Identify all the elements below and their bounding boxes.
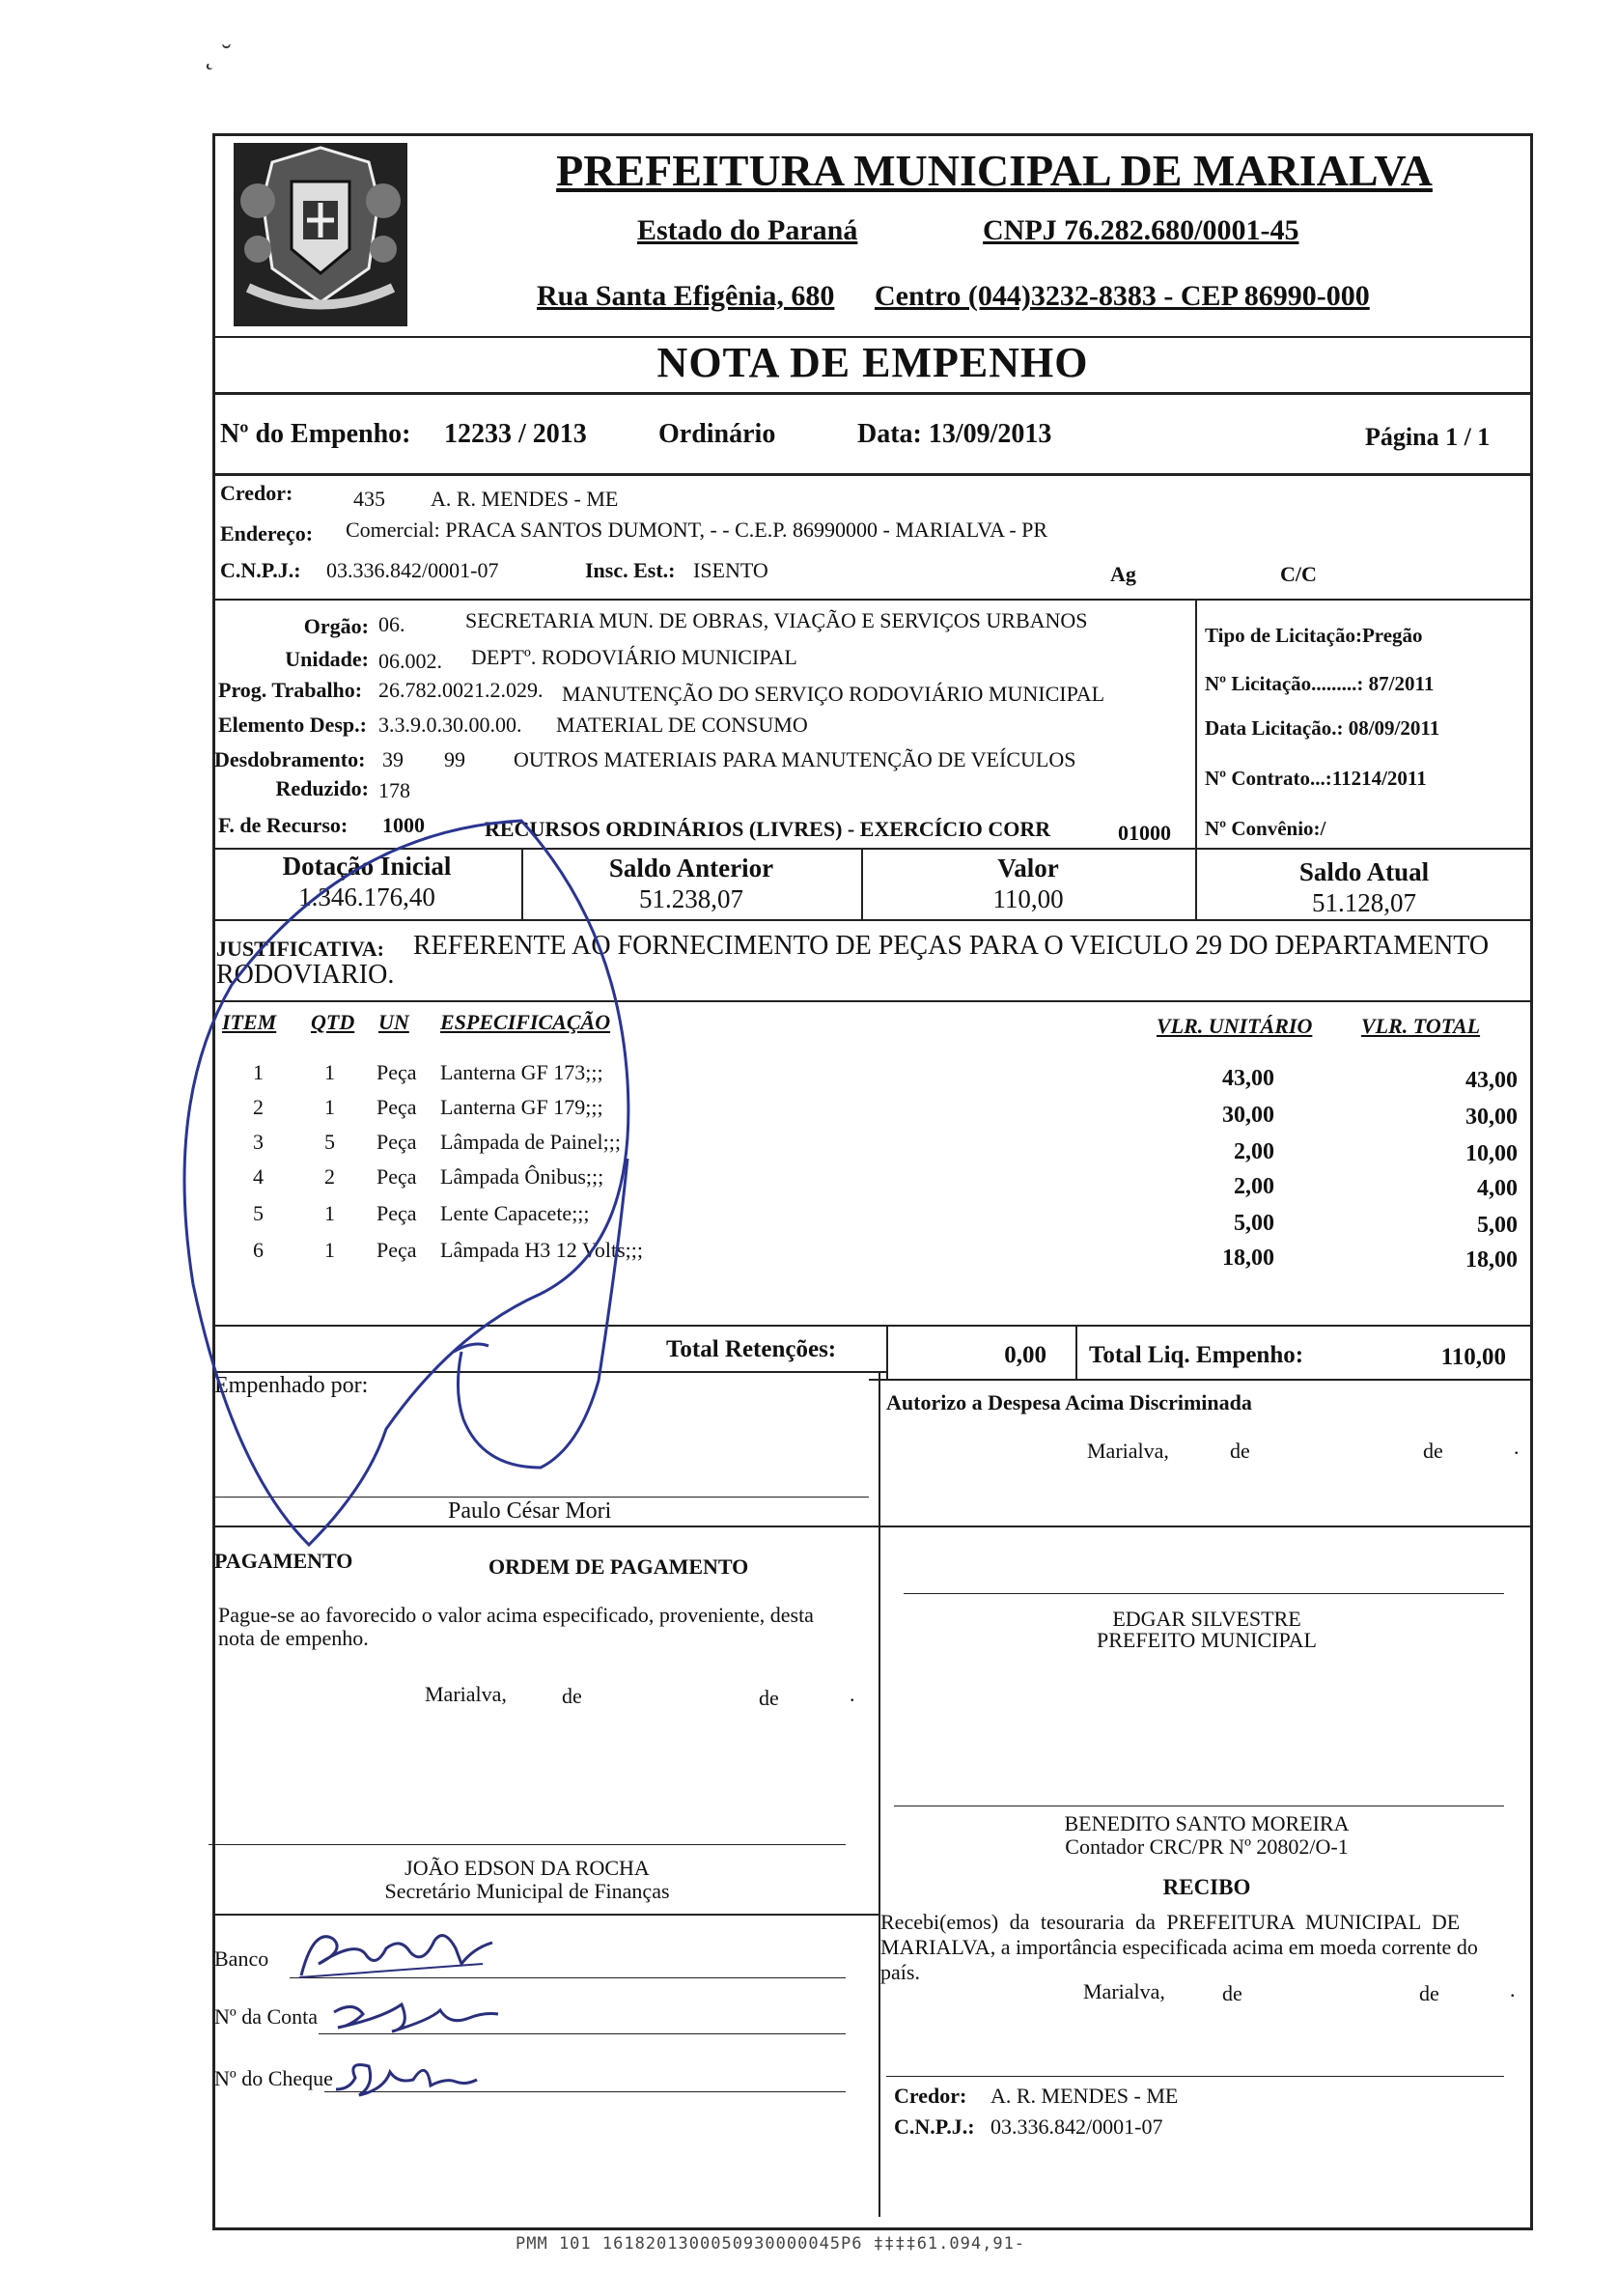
cell-unit: 18,00 bbox=[1222, 1246, 1274, 1271]
saldo-atual-label: Saldo Atual bbox=[1298, 857, 1430, 886]
cell-total: 5,00 bbox=[1477, 1213, 1518, 1238]
cell-unit: 2,00 bbox=[1234, 1174, 1274, 1199]
desd-label: Desdobramento: bbox=[214, 747, 366, 771]
signature-line bbox=[886, 2076, 1504, 2077]
autorizo-dot: . bbox=[1514, 1435, 1520, 1459]
prefeito-role: PREFEITO MUNICIPAL bbox=[1097, 1628, 1317, 1652]
divider bbox=[212, 919, 1533, 921]
empenhado-name: Paulo César Mori bbox=[448, 1498, 612, 1524]
recibo-de1: de bbox=[1222, 1981, 1242, 2005]
divider bbox=[886, 1325, 888, 1379]
col-item: ITEM bbox=[222, 1010, 277, 1034]
saldo-atual-value: 51.128,07 bbox=[1312, 888, 1416, 917]
liquido-value: 110,00 bbox=[1440, 1344, 1506, 1370]
credor-name: A. R. MENDES - ME bbox=[431, 487, 619, 511]
unidade-label: Unidade: bbox=[285, 647, 369, 671]
cell-unit: 2,00 bbox=[1234, 1139, 1274, 1164]
signature-line bbox=[209, 1844, 846, 1845]
secretario-role: Secretário Municipal de Finanças bbox=[384, 1879, 670, 1903]
endereco-label: Endereço: bbox=[220, 521, 314, 546]
cell-qtd: 1 bbox=[324, 1060, 335, 1084]
elem-label: Elemento Desp.: bbox=[218, 713, 367, 737]
pagamento-de2: de bbox=[759, 1686, 779, 1710]
municipal-crest-icon bbox=[234, 143, 407, 326]
cell-total: 10,00 bbox=[1465, 1141, 1518, 1166]
state-name: Estado do Paraná bbox=[637, 214, 858, 246]
valor-label: Valor bbox=[997, 854, 1059, 882]
pagamento-dot: . bbox=[850, 1682, 855, 1706]
orgao-label: Orgão: bbox=[303, 614, 369, 638]
cell-espec: Lâmpada Ônibus;;; bbox=[440, 1164, 604, 1189]
retencoes-value: 0,00 bbox=[1004, 1342, 1046, 1368]
cell-un: Peça bbox=[377, 1238, 417, 1262]
cc-label: C/C bbox=[1280, 562, 1317, 586]
cell-un: Peça bbox=[377, 1201, 417, 1225]
licitacao-contrato: Nº Contrato...:11214/2011 bbox=[1205, 767, 1427, 790]
insc-label: Insc. Est.: bbox=[585, 558, 676, 582]
recibo-text1: Recebi(emos) da tesouraria da PREFEITURA MUNICIPAL DE bbox=[880, 1910, 1461, 1934]
orgao-code: 06. bbox=[378, 612, 405, 636]
fonte-label: F. de Recurso: bbox=[218, 813, 349, 837]
prefeitura-address-rest: Centro (044)3232-8383 - CEP 86990-000 bbox=[875, 280, 1370, 312]
autorizo-de1: de bbox=[1230, 1439, 1250, 1463]
prog-code: 26.782.0021.2.029. bbox=[378, 678, 544, 702]
reduzido-label: Reduzido: bbox=[275, 776, 369, 800]
fonte-number: 01000 bbox=[1118, 821, 1171, 845]
cell-item: 2 bbox=[253, 1095, 264, 1119]
cell-espec: Lanterna GF 173;;; bbox=[440, 1060, 603, 1084]
empenho-number-label: Nº do Empenho: bbox=[220, 419, 411, 449]
pagamento-text2: nota de empenho. bbox=[218, 1626, 369, 1650]
cell-espec: Lanterna GF 179;;; bbox=[440, 1095, 603, 1119]
dotacao-value: 1.346.176,40 bbox=[298, 882, 435, 911]
cnpj-value: 03.336.842/0001-07 bbox=[326, 558, 499, 582]
recibo-de2: de bbox=[1419, 1981, 1439, 2005]
signature-line bbox=[212, 1497, 869, 1498]
cell-qtd: 1 bbox=[324, 1095, 335, 1119]
autorizo-label: Autorizo a Despesa Acima Discriminada bbox=[886, 1390, 1252, 1414]
col-un: UN bbox=[378, 1010, 409, 1034]
cell-item: 4 bbox=[253, 1164, 264, 1189]
credor-label: Credor: bbox=[220, 481, 293, 505]
dotacao-label: Dotação Inicial bbox=[282, 852, 452, 881]
insc-value: ISENTO bbox=[693, 558, 768, 582]
licitacao-convenio: Nº Convênio:/ bbox=[1205, 817, 1326, 840]
licitacao-tipo: Tipo de Licitação:Pregão bbox=[1205, 624, 1423, 647]
cheque-label: Nº do Cheque bbox=[214, 2066, 333, 2090]
autorizo-de2: de bbox=[1423, 1439, 1443, 1463]
endereco-value: Comercial: PRACA SANTOS DUMONT, - - C.E.P. 86990000 - MARIALVA - PR bbox=[346, 518, 1048, 542]
elem-code: 3.3.9.0.30.00.00. bbox=[378, 713, 522, 737]
cell-item: 5 bbox=[253, 1201, 264, 1225]
licitacao-numero: Nº Licitação.........: 87/2011 bbox=[1205, 672, 1435, 695]
fonte-code: 1000 bbox=[382, 813, 425, 837]
justificativa-line2: RODOVIARIO. bbox=[216, 960, 395, 990]
cnpj-label: C.N.P.J.: bbox=[220, 558, 301, 582]
cell-unit: 43,00 bbox=[1222, 1066, 1274, 1091]
footer-cnpj-value: 03.336.842/0001-07 bbox=[990, 2114, 1163, 2139]
recibo-dot: . bbox=[1510, 1977, 1516, 2002]
cell-item: 3 bbox=[253, 1130, 264, 1154]
desd-a: 39 bbox=[382, 747, 404, 771]
recibo-city: Marialva, bbox=[1083, 1979, 1165, 2003]
cell-un: Peça bbox=[377, 1130, 417, 1154]
empenhado-label: Empenhado por: bbox=[214, 1373, 369, 1398]
divider bbox=[212, 1325, 1533, 1327]
licitacao-data: Data Licitação.: 08/09/2011 bbox=[1205, 716, 1440, 740]
autorizo-city: Marialva, bbox=[1087, 1439, 1169, 1463]
cell-item: 1 bbox=[253, 1060, 264, 1084]
cell-espec: Lâmpada de Painel;;; bbox=[440, 1130, 621, 1154]
banco-label: Banco bbox=[214, 1946, 269, 1971]
prefeitura-address: Rua Santa Efigênia, 680 bbox=[537, 280, 835, 312]
col-vlr-unit: VLR. UNITÁRIO bbox=[1157, 1014, 1313, 1038]
divider bbox=[212, 392, 1533, 395]
recibo-title: RECIBO bbox=[1162, 1875, 1251, 1899]
cell-espec: Lente Capacete;;; bbox=[440, 1201, 590, 1225]
empenho-number: 12233 / 2013 bbox=[444, 419, 587, 449]
unidade-name: DEPTº. RODOVIÁRIO MUNICIPAL bbox=[471, 645, 797, 669]
retencoes-label: Total Retenções: bbox=[666, 1336, 837, 1362]
pagamento-de1: de bbox=[562, 1684, 582, 1708]
liquido-label: Total Liq. Empenho: bbox=[1089, 1342, 1304, 1368]
ag-label: Ag bbox=[1110, 562, 1136, 586]
cell-total: 43,00 bbox=[1465, 1068, 1518, 1093]
divider bbox=[1195, 599, 1197, 850]
divider bbox=[879, 1371, 880, 1526]
divider bbox=[212, 1000, 1533, 1002]
prog-name: MANUTENÇÃO DO SERVIÇO RODOVIÁRIO MUNICIPAL bbox=[562, 682, 1105, 706]
footer-credor-value: A. R. MENDES - ME bbox=[990, 2084, 1179, 2108]
divider bbox=[879, 1526, 880, 2217]
pagamento-city: Marialva, bbox=[425, 1682, 507, 1706]
cell-total: 18,00 bbox=[1465, 1247, 1518, 1273]
cell-espec: Lâmpada H3 12 Volts;;; bbox=[440, 1238, 644, 1262]
recibo-text2: MARIALVA, a importância especificada acima em moeda corrente do bbox=[880, 1935, 1478, 1959]
cell-un: Peça bbox=[377, 1060, 417, 1084]
desd-b: 99 bbox=[444, 747, 465, 771]
saldo-anterior-label: Saldo Anterior bbox=[608, 854, 774, 882]
cell-qtd: 1 bbox=[324, 1238, 335, 1262]
pagamento-label: PAGAMENTO bbox=[214, 1549, 353, 1573]
elem-name: MATERIAL DE CONSUMO bbox=[556, 713, 808, 737]
divider bbox=[212, 848, 1533, 850]
cell-un: Peça bbox=[377, 1164, 417, 1189]
prog-label: Prog. Trabalho: bbox=[218, 678, 363, 702]
justificativa-label: JUSTIFICATIVA: bbox=[216, 937, 385, 961]
col-vlr-total: VLR. TOTAL bbox=[1361, 1014, 1481, 1038]
cell-total: 4,00 bbox=[1477, 1176, 1518, 1201]
saldo-anterior-value: 51.238,07 bbox=[639, 884, 743, 913]
contador-role: Contador CRC/PR Nº 20802/O-1 bbox=[1065, 1834, 1349, 1859]
divider bbox=[1075, 1325, 1077, 1379]
cell-total: 30,00 bbox=[1465, 1105, 1518, 1130]
signature-line bbox=[904, 1593, 1504, 1594]
conta-label: Nº da Conta bbox=[214, 2004, 319, 2029]
prefeitura-cnpj: CNPJ 76.282.680/0001-45 bbox=[983, 214, 1299, 246]
col-qtd: QTD bbox=[311, 1010, 355, 1034]
scan-mark: ˛ ˘ bbox=[205, 39, 232, 70]
cell-qtd: 2 bbox=[324, 1164, 335, 1189]
divider bbox=[212, 473, 1533, 476]
banco-line bbox=[290, 1977, 846, 1978]
cell-qtd: 5 bbox=[324, 1130, 335, 1154]
divider bbox=[212, 1914, 879, 1916]
cell-qtd: 1 bbox=[324, 1201, 335, 1225]
unidade-code: 06.002. bbox=[378, 649, 442, 673]
cell-unit: 5,00 bbox=[1234, 1211, 1274, 1236]
cheque-line bbox=[324, 2091, 846, 2092]
pagamento-text1: Pague-se ao favorecido o valor acima especificado, proveniente, desta bbox=[218, 1603, 814, 1627]
divider bbox=[212, 1526, 1533, 1527]
fonte-name: RECURSOS ORDINÁRIOS (LIVRES) - EXERCÍCIO CORR bbox=[485, 817, 1051, 841]
divider bbox=[869, 1379, 1533, 1381]
justificativa-line1: REFERENTE AO FORNECIMENTO DE PEÇAS PARA O VEICULO 29 DO DEPARTAMENTO bbox=[413, 931, 1490, 961]
desd-name: OUTROS MATERIAIS PARA MANUTENÇÃO DE VEÍCULOS bbox=[514, 747, 1076, 771]
recibo-text3: país. bbox=[880, 1960, 920, 1984]
divider bbox=[212, 599, 1533, 601]
reduzido-value: 178 bbox=[378, 778, 410, 802]
doc-title: NOTA DE EMPENHO bbox=[656, 339, 1089, 386]
col-espec: ESPECIFICAÇÃO bbox=[440, 1010, 611, 1034]
cell-item: 6 bbox=[253, 1238, 264, 1262]
cell-unit: 30,00 bbox=[1222, 1103, 1274, 1128]
footer-credor-label: Credor: bbox=[894, 2084, 967, 2108]
empenho-date: Data: 13/09/2013 bbox=[857, 419, 1052, 449]
contador-name: BENEDITO SANTO MOREIRA bbox=[1064, 1811, 1350, 1835]
orgao-name: SECRETARIA MUN. DE OBRAS, VIAÇÃO E SERVIÇOS URBANOS bbox=[465, 608, 1088, 632]
credor-code: 435 bbox=[353, 487, 385, 511]
valor-value: 110,00 bbox=[992, 884, 1064, 913]
empenho-type: Ordinário bbox=[658, 419, 776, 449]
conta-line bbox=[319, 2033, 846, 2034]
secretario-name: JOÃO EDSON DA ROCHA bbox=[404, 1856, 650, 1880]
cell-un: Peça bbox=[377, 1095, 417, 1119]
barcode-text: PMM 101 1618201300050930000045P6 ‡‡‡‡61.094,91- bbox=[516, 2234, 1026, 2254]
prefeito-name: EDGAR SILVESTRE bbox=[1112, 1607, 1301, 1631]
footer-cnpj-label: C.N.P.J.: bbox=[894, 2114, 975, 2139]
ordem-pagamento-label: ORDEM DE PAGAMENTO bbox=[488, 1554, 749, 1579]
page-indicator: Página 1 / 1 bbox=[1365, 423, 1491, 451]
prefeitura-title: PREFEITURA MUNICIPAL DE MARIALVA bbox=[556, 146, 1433, 195]
